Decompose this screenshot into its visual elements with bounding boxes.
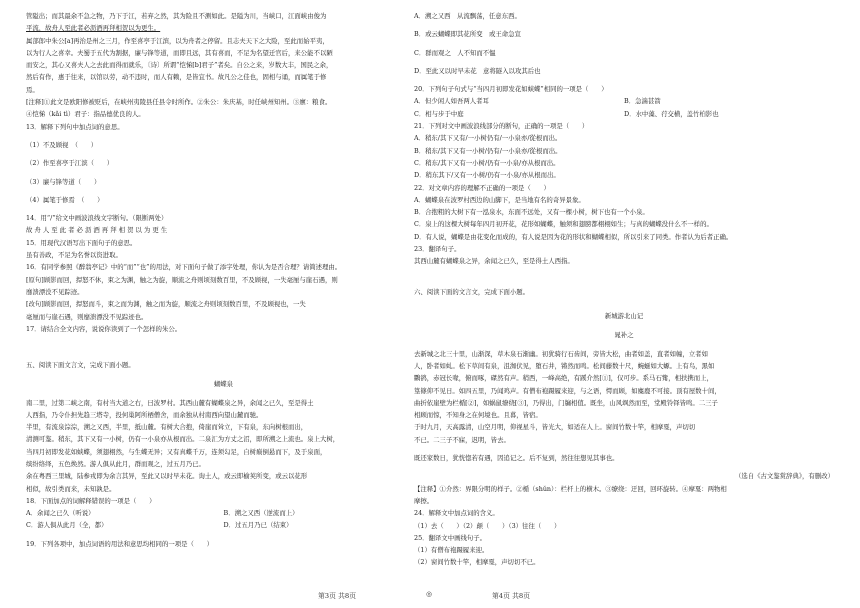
question-25: 25．翻译文中画线句子。 [414, 533, 487, 542]
q22-option[interactable]: B．合抱粗的大树下有一泓泉水，东面不远处，又有一棵小树，树下也有一个小泉。 [414, 208, 649, 217]
passage-line: 管隘出；而其最余不急之物，乃下于江，若弃之然，其为险且不测如此。是隘为川，当峡口，江面峡由俊为 [26, 12, 327, 20]
passage-5-title: 蝴蝶泉 [213, 379, 234, 388]
q19-option[interactable]: C．群而观之 人不知而不愠 [414, 48, 496, 57]
passage-6-line: 去新城之北三十里，山渐深，草木泉石渐幽。初犹骑行石齿间，旁皆大松，曲者如盖，直者如幢，立者如 [414, 349, 708, 358]
passage-6-line: 鸜鹆，赤冠长喙，俯而啄，磔然有声。稍西，一峰高绝，有蹊介然[①]，仅可步。系马石觜，相扶携而上， [414, 374, 713, 383]
passage-6-line: 不已。二三子不寐，迟明，皆去。 [414, 435, 510, 444]
passage-5-line: 清测可鉴。稍东，其下又有一小树，仍有一小泉亦从根而出。二泉汇为方丈之沼，即所溯之上流也。泉上大树， [26, 435, 340, 444]
passage-6-line: 于时九月，天高露清，山空月明，仰视星斗，皆光大，如适在人上。窗间竹数十竿，相摩戛，声切切 [414, 423, 696, 432]
passage-5-line: 当四月初即发花如蛱蝶，须翅栩然，与生蝶无异；又有真蝶千万，连须勾足，自树巅倒悬而下，及于泉面， [26, 447, 327, 456]
question-13: 13．解释下列句中加点词的意思。 [26, 122, 124, 131]
passage-line: 平流，故舟人至此者必沥酒再拜相贺以为更生。 [26, 24, 161, 33]
passage-5-line: 缤纷络绎，五色焕然。游人俱从此月，群而观之，过五月乃已。 [26, 459, 205, 468]
passage-line: 焉。 [26, 85, 39, 94]
q19-option[interactable]: D．至此又以时早未花 意将隧入以攻其后也 [414, 66, 541, 75]
q18-option[interactable]: D．过五月乃已（结束） [223, 521, 293, 530]
section-5-heading: 五、阅读下面文言文，完成下面小题。 [26, 361, 135, 370]
question-22: 22．对文章内容的理解不正确的一项是（ ） [414, 183, 550, 192]
passage-line: 属部郎中朱公[a]再治是州之三月，作至喜亭于江滨，以为舟者之停留。且志夫天下之大险，至此而始平夷， [26, 36, 329, 45]
passage-5-line: 余在粤西三里城，陆参戎即为余言其异，至此又以时早未花。询土人，或云即榆荚所变，或云以花形 [26, 472, 308, 481]
q18-option[interactable]: B．溯之又西（逆流而上） [223, 509, 299, 518]
passage-6-author: 晁补之 [614, 331, 634, 340]
q20-option[interactable]: D．水中藻、荇交横，盖竹柏影也 [624, 109, 719, 118]
question-19: 19．下列各项中，加点词语的用法和意思均相同的一项是（ ） [26, 539, 214, 548]
passage-6-line: 人，卧者如虬。松下草间有泉，沮洳伏见，堕石井，锵然而鸣。松间藤数十尺，蜿蜒如大螈。上有鸟，黑如 [414, 362, 715, 370]
question-23: 23．翻译句子。 [414, 245, 461, 254]
q16-line: 毫厘而与崖石遇，则靡溃漂没不见踪迹也。 [26, 312, 148, 321]
q13-item: （2）作至喜亭于江滨（ ） [26, 159, 114, 168]
question-20: 20．下列句子句式与“当四月初即发花如蛱蝶”相同的一项是（ ） [414, 85, 608, 94]
page-number-left: 第3页 共8页 [318, 592, 356, 600]
passage-6-line: 相顾而惊，不知身之在何境也。且暮，皆宿。 [414, 411, 542, 420]
q20-options-row [414, 108, 834, 120]
question-14: 14．用“/”给文中画波浪线文字断句。（限断两处） [26, 214, 168, 223]
passage-6-line: 篁篠仰不见日。如四五里，乃闻鸡声。有僧布袍蹑履来迎，与之语，愕而顾，如麋鹿不可接。顶有屋数十间， [414, 386, 721, 395]
annotation-line: ④恺悌（kǎi tì）君子：指品德优良的人。 [26, 110, 145, 119]
q20-option[interactable]: A．但少闲人如吾两人者耳 [414, 97, 489, 106]
q15-text: 虽有善政，不足为名誉以资进取。 [26, 251, 122, 260]
q20-option[interactable]: B．急湍甚箭 [624, 97, 661, 106]
q13-item: （1）不及顾视 （ ） [26, 140, 98, 149]
q19-option[interactable]: A．溯之又西 从流飘荡，任意东西。 [414, 12, 521, 20]
passage-5-line: 相似，故引类而来，未知孰是。 [26, 484, 116, 493]
page-number-right: 第4页 共8页 [492, 592, 530, 600]
passage-5-line: 南二里，过第二峡之南，有村当大道之右，曰波罗村。其西山麓有蝴蝶泉之异，余闻之已久，至是得土 [26, 398, 314, 407]
q23-text: 其西山麓有蝴蝶泉之异，余闻之已久，至是得土人西指。 [414, 257, 574, 266]
q24-text: （1）去（ ）（2）颠（ ）（3）往往（ ） [414, 521, 561, 530]
passage-6-notes: 【注释】①介然：界限分明的样子。②楯（shǔn）：栏杆上的横木。③缭绕：迂回，回环旋转。④摩戛：两物相 [414, 484, 727, 493]
passage-line: 然后有作，惠于往来，以馆以劳，动不违时，而人有赖，是皆宜书。故凡公之佳也，固相与诵，而属笔于修 [26, 73, 327, 82]
q14-text: 故 舟 人 至 此 者 必 沥 酒 再 拜 相 贺 以 为 更 生 [26, 226, 168, 235]
q20-options-row [414, 95, 834, 107]
page-separator-icon: ◎ [426, 590, 432, 598]
passage-5-line: 人西指，乃令仆担先趋三塔寺，投何巢阿所栖僧舍，而余独从村南西向望山麓而驰。 [26, 410, 263, 419]
q18-option[interactable]: C．游人俱从此月（全，都） [26, 521, 108, 530]
question-16: 16．有同学参照《醉翁亭记》中的“而”“也”的用法，对下面句子做了添字处理，你认为是否合理？请简述理由。 [26, 263, 342, 272]
q18-options-row [26, 519, 421, 531]
q13-item: （4）属笔于修焉 （ ） [26, 195, 104, 204]
q22-option[interactable]: D．有人说，蝴蝶是由花变化而成的，有人说是因为花的形状和蝴蝶相似，所以引来了同类。作者认为后者正确。 [414, 232, 733, 241]
q16-line: 靡溃漂没不见踪迹。 [26, 287, 84, 296]
q21-option[interactable]: B．稍东/其下又有一小树/仍有/一小泉亦/從根而出。 [414, 146, 562, 155]
annotation-line: [注释]①此文是欧阳修被贬后，在峡州夷陵县任县令时所作。②朱公：朱庆基，时任峡州知州。③廪：粮食。 [26, 98, 332, 107]
question-21: 21．下列对文中画波浪线部分的断句，正确的一项是（ ） [414, 122, 589, 131]
q21-option[interactable]: A．稍东/其下又有/一小树仍有/一小泉亦/從根而出。 [414, 134, 562, 143]
passage-6-notes: 摩擦。 [414, 496, 434, 505]
q16-line: [原句]顾影而回，捍怒不休，束之为渊，触之为旋，顺流之舟则顷刻数百里，不及顾视，一失毫厘与崖石遇，则 [26, 275, 338, 284]
passage-line: 以为行人之喜幸。夫蜀于五代为割据，廉与锋等道，而即且远，其有喜而，不足为名望迁官后，来公能不以陋 [26, 48, 333, 57]
section-6-heading: 六、阅读下面的文言文，完成下面小题。 [414, 287, 530, 296]
question-15: 15．用现代汉语写出下面句子的意思。 [26, 238, 137, 247]
q22-option[interactable]: A．蝴蝶泉在波罗村西边的山脚下，是当地有名的奇异景象。 [414, 195, 585, 204]
left-column [26, 10, 421, 550]
passage-6-line: 曲折依崖壁为栏楯[②]，如蜗鼠缭绕[③]，乃得出，门牖相值。既坐，山风飒然而至，堂殿铃铎皆鸣。二三子 [414, 398, 718, 407]
question-24: 24．解释文中加点词的含义。 [414, 509, 499, 518]
q18-options-row [26, 507, 421, 519]
passage-5-line: 半里，有流泉淙淙，溯之又西，半里，抵山麓。有树大合抱，倚崖而耸立，下有泉，东向树根而出， [26, 423, 308, 432]
q21-option[interactable]: C．稍东/其下又有一小树/仍有一小泉/亦从根而出。 [414, 158, 560, 167]
passage-6-source: （选自《古文鉴赏辞典》，有删改） [734, 472, 834, 481]
question-18: 18．下面加点的词解释错误的一项是（ ） [26, 496, 156, 505]
q18-option[interactable]: A．余闻之已久（听说） [26, 509, 95, 518]
passage-6-line: 既还家数日，犹恍惚若有遇，因追记之。后不复到，然往往想见其事也。 [414, 454, 619, 463]
q21-option[interactable]: D．稍东其下/又有一小树/仍有一小泉/亦从根而出。 [414, 171, 560, 180]
q22-option[interactable]: C．泉上的这棵大树每年四月初开花，花形如蝴蝶，触须和翅膀都栩栩如生；与真的蝴蝶没什么不一样的。 [414, 220, 713, 229]
passage-line: 而安之，其心又喜夫人之去此而得而就乐，〔诗〕所谓“恺悌[b]君子”者矣。自公之来，岁数大丰，国民之余， [26, 61, 333, 70]
q19-option[interactable]: B．或云蝴蝶即其花所变 或王命急宣 [414, 30, 521, 39]
right-column [414, 10, 834, 569]
q13-item: （3）廉与锋等道（ ） [26, 177, 101, 186]
q16-line: [改句]顾影而回，捍怒而斗，束之而为渊，触之而为旋，顺流之舟则顷刻数百里，不及顾视也，一失 [26, 300, 306, 309]
q25-item: （2）窗间竹数十竿，相摩戛，声切切不已。 [414, 558, 540, 567]
q20-option[interactable]: C．相与步于中庭 [414, 109, 464, 118]
passage-6-title: 新城游北山记 [604, 312, 644, 321]
question-17: 17．请结合全文内容，说说你读到了一个怎样的朱公。 [26, 324, 182, 333]
q25-item: （1）有僧布袍蹑履来迎。 [414, 546, 489, 555]
